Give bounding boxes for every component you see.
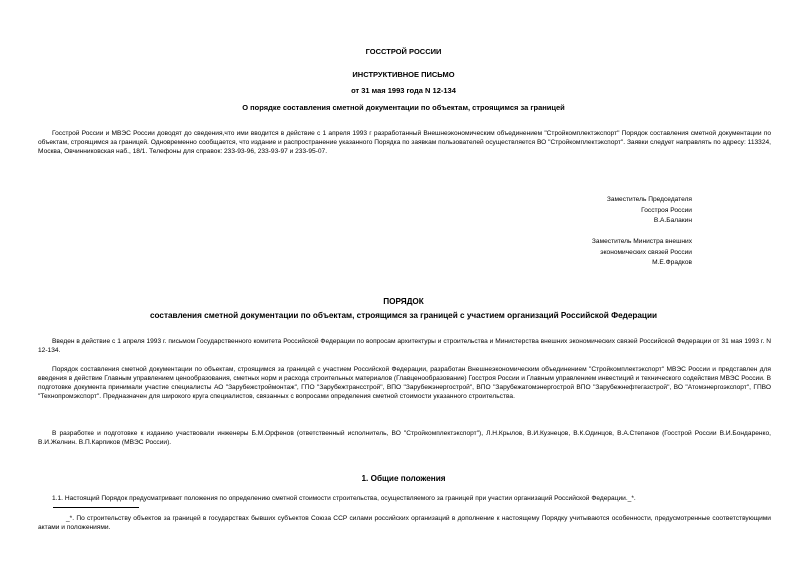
procedure-paragraph-1: Введен в действие с 1 апреля 1993 г. письмом Государственного комитета Российской Федерации по вопросам архитектуры и строительства и Министерства внешних экономических связей Российской Федерации от 31 мая 1993 г. N 12-134.	[38, 338, 771, 354]
footnote-text: По строительству объектов за границей в государствах бывших субъектов Союза ССР силами российских организаций в дополнение к настоящему Порядку учитываются особенности, предусмотренные соответствующими актами и положениями.	[38, 515, 771, 531]
procedure-paragraph-2: Порядок составления сметной документации по объектам, строящимся за границей с участием Российской Федерации, разработан Внешнеэкономическим объединением "Стройкомплектэкспорт" МВЭС России и представлен для введения в действие Главным управлением ценообразования, сметных норм и расхода строительных материалов (Главценообразование) Госстроя России и Главным управлением инвестиций и технического содействия МВЭС России. В подготовке документа принимали участие специалисты АО "Зарубежстроймонтаж", ГПО "Зарубежтрансстрой", ВПО "Зарубежэнергострой", ВПО "Зарубежатомэнергострой ВПО "Зарубежнефтегазстрой", ВО "Атомэнергоэкспорт", ГПВО "Технопромэкспорт". Предназначен для широкого круга специалистов, связанных с вопросами определения сметной стоимости указанного строительства.	[38, 366, 771, 400]
document-subject: О порядке составления сметной документации по объектам, строящимся за границей	[242, 103, 565, 112]
signature-position: Заместитель Министра внешних	[591, 238, 692, 245]
procedure-title: ПОРЯДОК	[383, 297, 424, 306]
section-1-title: 1. Общие положения	[361, 474, 446, 483]
footnote	[38, 514, 771, 532]
clause-1-1: 1.1. Настоящий Порядок предусматривает положения по определению сметной стоимости строительства, осуществляемого за границей при участии организаций Российской Федерации._*.	[52, 495, 636, 502]
signature-organization: экономических связей России	[600, 248, 692, 256]
signature-organization: Госстроя России	[641, 206, 692, 214]
procedure-paragraph-3: В разработке и подготовке к изданию участвовали инженеры Б.М.Орфенов (ответственный исполнитель, ВО "Стройкомплектэкспорт"), Л.Н.Крылов, В.И.Кузнецов, В.К.Одинцов, В.А.Степанов (Госстрой России В.И.Бондаренко, В.И.Желнин. В.П.Карпиков (МВЭС России).	[38, 430, 771, 446]
document-org: ГОССТРОЙ РОССИИ	[365, 47, 442, 56]
document-type: ИНСТРУКТИВНОЕ ПИСЬМО	[352, 70, 455, 79]
signature-balakin	[607, 195, 692, 227]
signature-position: Заместитель Председателя	[606, 196, 692, 203]
footnote-mark: _*.	[66, 515, 75, 522]
document-date-number: от 31 мая 1993 года N 12-134	[351, 86, 456, 95]
intro-paragraph: Госстрой России и МВЭС России доводят до сведения,что ими вводится в действие с 1 апреля 1993 г разработанный Внешнеэкономическим объединением "Стройкомплектэкспорт" Порядок составления сметной документации по объектам, строящимся за границей. Одновременно сообщается, что издание и распространение указанного Порядка по заявкам пользователей осуществляется ВО "Стройкомплектэкспорт". Заявки следует направлять по адресу: 113324, Москва, Овчинниковская наб., 18/1. Телефоны для справок: 233-93-96, 233-93-97 и 233-95-07.	[38, 130, 771, 155]
footnote-separator	[53, 507, 139, 508]
signature-fradkov	[592, 237, 692, 269]
signature-name: М.Е.Фрадков	[652, 259, 692, 266]
procedure-subtitle: составления сметной документации по объектам, строящимся за границей с участием организаций Российской Федерации	[149, 311, 658, 320]
signature-name: В.А.Балакин	[653, 217, 692, 224]
